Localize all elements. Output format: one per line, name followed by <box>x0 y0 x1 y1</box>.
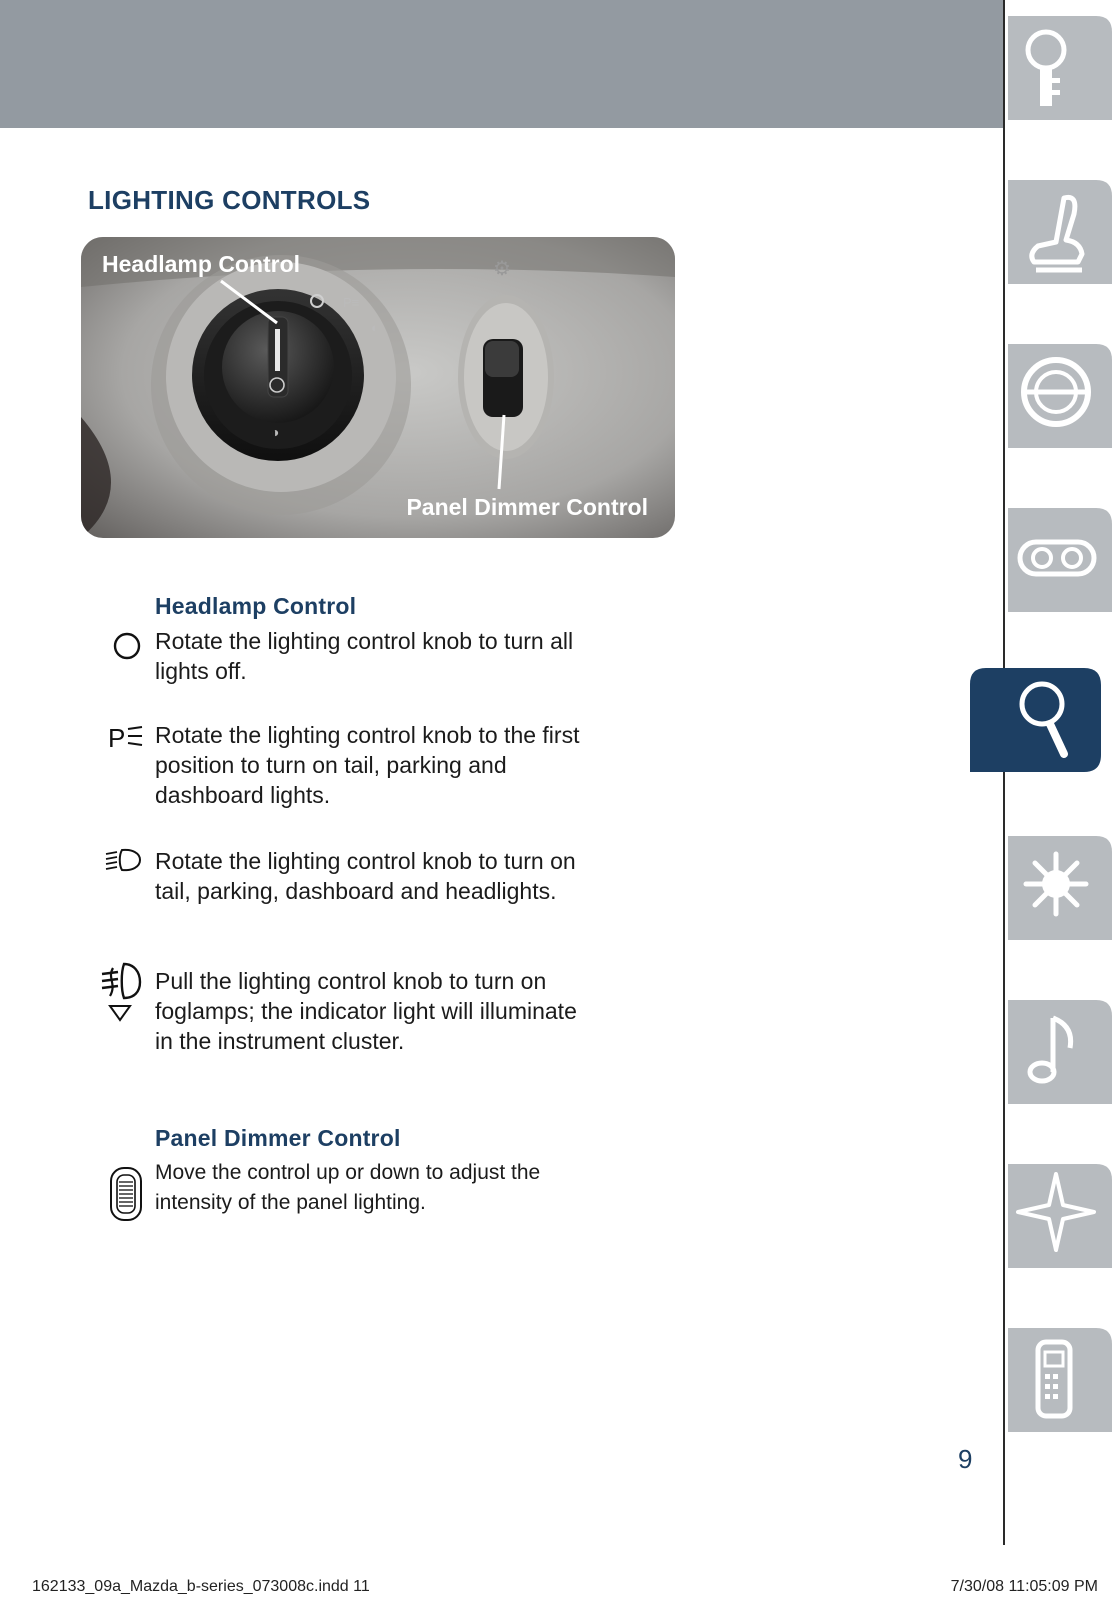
footer-timestamp: 7/30/08 11:05:09 PM <box>950 1578 1098 1595</box>
svg-text:P≡: P≡ <box>343 295 360 310</box>
header-band <box>0 0 1004 128</box>
key-icon <box>1008 16 1112 120</box>
headlamp-item-parking-text: Rotate the lighting control knob to the first position to turn on tail, parking and dashboard lights. <box>155 722 580 808</box>
tab-steering[interactable] <box>1008 344 1112 448</box>
page-number: 9 <box>958 1444 973 1474</box>
photo-label-dimmer: Panel Dimmer Control <box>406 494 648 520</box>
tab-instruments[interactable] <box>1008 508 1112 612</box>
headlamp-heading: Headlamp Control <box>155 593 357 619</box>
chapter-tabs <box>970 0 1120 1500</box>
lighting-controls-photo <box>81 237 675 538</box>
climate-fan-icon <box>1008 836 1112 940</box>
switch-illustration <box>81 237 675 538</box>
parking-lamp-icon <box>108 722 148 752</box>
headlamp-icon <box>104 845 144 875</box>
foglamp-icon <box>100 960 142 1024</box>
section-title: LIGHTING CONTROLS <box>88 185 371 215</box>
tab-climate[interactable] <box>1008 836 1112 940</box>
seat-icon <box>1008 180 1112 284</box>
tab-phone[interactable] <box>1008 1328 1112 1432</box>
headlamp-item-off-text: Rotate the lighting control knob to turn all lights off. <box>155 628 574 684</box>
music-note-icon <box>1008 1000 1112 1104</box>
dimmer-text: Move the control up or down to adjust the intensity of the panel lighting. <box>155 1161 541 1214</box>
svg-text:◐: ◐ <box>371 320 379 335</box>
compass-star-icon <box>1008 1164 1112 1268</box>
headlamp-item-headlights-text: Rotate the lighting control knob to turn on tail, parking, dashboard and headlights. <box>155 848 576 904</box>
tab-navigation[interactable] <box>1008 1164 1112 1268</box>
tab-key[interactable] <box>1008 16 1112 120</box>
svg-text:⚙: ⚙ <box>493 258 511 280</box>
tab-seat[interactable] <box>1008 180 1112 284</box>
panel-dimmer-icon <box>108 1165 144 1223</box>
dimmer-heading: Panel Dimmer Control <box>155 1125 401 1151</box>
steering-wheel-icon <box>1008 344 1112 448</box>
svg-text:P: P <box>108 723 126 752</box>
photo-label-headlamp: Headlamp Control <box>102 251 301 277</box>
instrument-cluster-icon <box>1008 508 1112 612</box>
phone-icon <box>1008 1328 1112 1432</box>
tab-controls-active[interactable] <box>970 668 1101 772</box>
footer-file-info: 162133_09a_Mazda_b-series_073008c.indd 11 <box>32 1578 370 1595</box>
tab-audio[interactable] <box>1008 1000 1112 1104</box>
svg-text:◑: ◑ <box>271 424 280 440</box>
magnifier-icon <box>970 668 1101 772</box>
headlamp-item-foglamp-text: Pull the lighting control knob to turn on foglamps; the indicator light will illuminate in the instrument cluster. <box>155 968 577 1054</box>
off-circle-icon <box>112 631 142 661</box>
